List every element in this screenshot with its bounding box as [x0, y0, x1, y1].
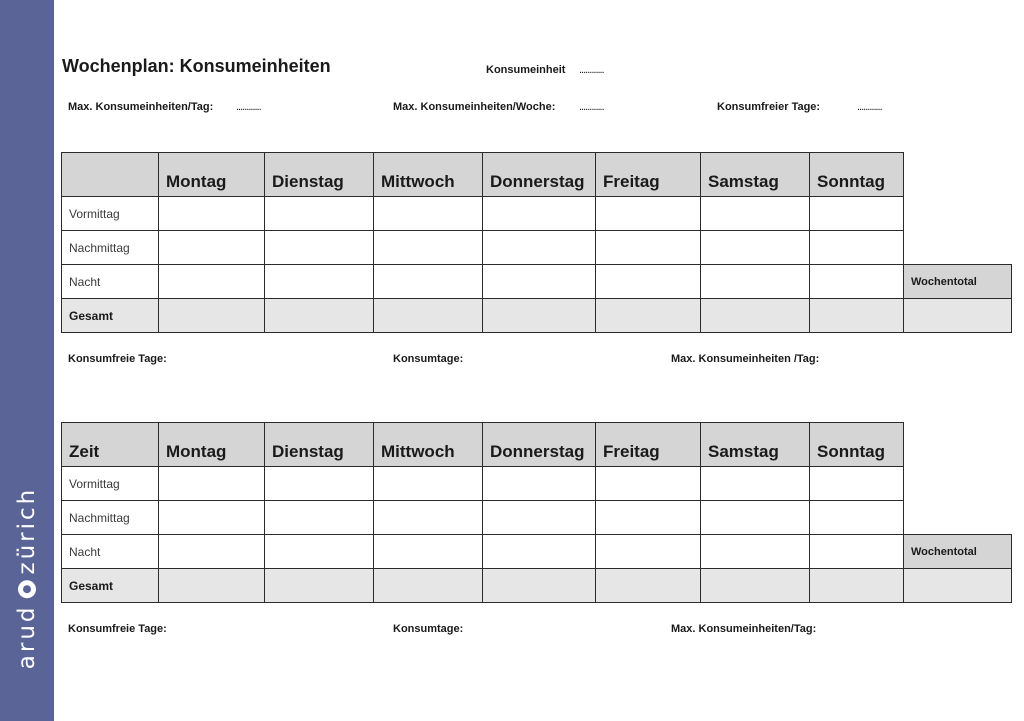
total-cell[interactable] — [265, 299, 374, 333]
total-cell[interactable] — [159, 569, 265, 603]
konsumeinheit-blank[interactable]: ............ — [579, 64, 604, 76]
max-woche-blank[interactable]: ............ — [579, 101, 604, 113]
spacer-cell — [904, 153, 1012, 197]
day-header-dienstag: Dienstag — [265, 153, 374, 197]
entry-cell[interactable] — [596, 197, 701, 231]
total-cell[interactable] — [596, 569, 701, 603]
entry-cell[interactable] — [596, 501, 701, 535]
total-cell[interactable] — [483, 569, 596, 603]
header-row — [62, 423, 1012, 467]
table-row — [62, 535, 1012, 569]
konsumtage-label: Konsumtage: — [393, 623, 464, 635]
entry-cell[interactable] — [596, 231, 701, 265]
konsumfreier-tage-label: Konsumfreier Tage: — [717, 101, 821, 113]
entry-cell[interactable] — [159, 231, 265, 265]
total-cell[interactable] — [159, 299, 265, 333]
total-cell[interactable] — [374, 569, 483, 603]
entry-cell[interactable] — [159, 197, 265, 231]
day-header-samstag: Samstag — [701, 153, 810, 197]
day-header-samstag: Samstag — [701, 423, 810, 467]
entry-cell[interactable] — [265, 231, 374, 265]
table-row — [62, 501, 1012, 535]
corner-header — [62, 153, 159, 197]
table-row — [62, 231, 1012, 265]
arud-zurich-logo — [14, 487, 40, 669]
konsumeinheit-label: Konsumeinheit — [486, 64, 566, 76]
konsumfreier-tage-blank[interactable]: ............ — [857, 101, 882, 113]
header-row — [62, 153, 1012, 197]
spacer-cell — [904, 501, 1012, 535]
day-header-donnerstag: Donnerstag — [483, 153, 596, 197]
weekly-plan-table-1 — [61, 152, 1012, 333]
entry-cell[interactable] — [374, 501, 483, 535]
entry-cell[interactable] — [596, 467, 701, 501]
max-tag-blank[interactable]: ............ — [236, 101, 261, 113]
entry-cell[interactable] — [159, 467, 265, 501]
wochentotal-label: Wochentotal — [904, 265, 1012, 299]
entry-cell[interactable] — [159, 501, 265, 535]
entry-cell[interactable] — [701, 265, 810, 299]
total-cell[interactable] — [810, 299, 904, 333]
total-cell[interactable] — [701, 299, 810, 333]
entry-cell[interactable] — [701, 535, 810, 569]
total-cell[interactable] — [596, 299, 701, 333]
max-woche-label: Max. Konsumeinheiten/Woche: — [393, 101, 556, 113]
entry-cell[interactable] — [810, 501, 904, 535]
table-row — [62, 467, 1012, 501]
entry-cell[interactable] — [810, 535, 904, 569]
entry-cell[interactable] — [596, 535, 701, 569]
spacer-cell — [904, 197, 1012, 231]
entry-cell[interactable] — [374, 467, 483, 501]
sun-icon — [18, 580, 36, 598]
entry-cell[interactable] — [596, 265, 701, 299]
row-label-nacht: Nacht — [62, 535, 159, 569]
row-label-vormittag: Vormittag — [62, 197, 159, 231]
day-header-mittwoch: Mittwoch — [374, 153, 483, 197]
row-label-nachmittag: Nachmittag — [62, 501, 159, 535]
weekly-plan-table-2 — [61, 422, 1012, 603]
brand-text-left: arud — [14, 604, 40, 670]
konsumfreie-tage-label: Konsumfreie Tage: — [68, 623, 167, 635]
entry-cell[interactable] — [374, 231, 483, 265]
entry-cell[interactable] — [701, 467, 810, 501]
day-header-sonntag: Sonntag — [810, 153, 904, 197]
day-header-sonntag: Sonntag — [810, 423, 904, 467]
entry-cell[interactable] — [483, 265, 596, 299]
entry-cell[interactable] — [374, 265, 483, 299]
spacer-cell — [904, 467, 1012, 501]
entry-cell[interactable] — [265, 197, 374, 231]
entry-cell[interactable] — [701, 197, 810, 231]
row-label-nacht: Nacht — [62, 265, 159, 299]
max-tag-label: Max. Konsumeinheiten/Tag: — [68, 101, 214, 113]
entry-cell[interactable] — [159, 535, 265, 569]
day-header-donnerstag: Donnerstag — [483, 423, 596, 467]
day-header-montag: Montag — [159, 153, 265, 197]
entry-cell[interactable] — [483, 535, 596, 569]
row-label-nachmittag: Nachmittag — [62, 231, 159, 265]
sidebar-band — [0, 0, 54, 721]
zeit-header: Zeit — [62, 423, 159, 467]
row-label-vormittag: Vormittag — [62, 467, 159, 501]
wochentotal-cell[interactable] — [904, 299, 1012, 333]
entry-cell[interactable] — [265, 467, 374, 501]
total-row — [62, 299, 1012, 333]
entry-cell[interactable] — [265, 265, 374, 299]
brand-text-right: zürich — [14, 486, 40, 575]
konsumtage-label: Konsumtage: — [393, 353, 464, 365]
total-row — [62, 569, 1012, 603]
entry-cell[interactable] — [483, 197, 596, 231]
max-konsumeinheiten-tag-label: Max. Konsumeinheiten /Tag: — [671, 353, 820, 365]
konsumfreie-tage-label: Konsumfreie Tage: — [68, 353, 167, 365]
day-header-dienstag: Dienstag — [265, 423, 374, 467]
entry-cell[interactable] — [159, 265, 265, 299]
max-konsumeinheiten-tag-label: Max. Konsumeinheiten/Tag: — [671, 623, 817, 635]
total-cell[interactable] — [701, 569, 810, 603]
day-header-montag: Montag — [159, 423, 265, 467]
wochentotal-cell[interactable] — [904, 569, 1012, 603]
entry-cell[interactable] — [810, 231, 904, 265]
table-row — [62, 197, 1012, 231]
row-label-gesamt: Gesamt — [62, 569, 159, 603]
entry-cell[interactable] — [701, 231, 810, 265]
day-header-freitag: Freitag — [596, 153, 701, 197]
day-header-freitag: Freitag — [596, 423, 701, 467]
table-row — [62, 265, 1012, 299]
entry-cell[interactable] — [701, 501, 810, 535]
entry-cell[interactable] — [374, 535, 483, 569]
entry-cell[interactable] — [810, 467, 904, 501]
day-header-mittwoch: Mittwoch — [374, 423, 483, 467]
spacer-cell — [904, 231, 1012, 265]
entry-cell[interactable] — [483, 501, 596, 535]
total-cell[interactable] — [483, 299, 596, 333]
entry-cell[interactable] — [483, 467, 596, 501]
entry-cell[interactable] — [810, 265, 904, 299]
entry-cell[interactable] — [374, 197, 483, 231]
total-cell[interactable] — [265, 569, 374, 603]
total-cell[interactable] — [810, 569, 904, 603]
entry-cell[interactable] — [810, 197, 904, 231]
entry-cell[interactable] — [265, 501, 374, 535]
entry-cell[interactable] — [483, 231, 596, 265]
page-title: Wochenplan: Konsumeinheiten — [62, 56, 331, 76]
spacer-cell — [904, 423, 1012, 467]
wochentotal-label: Wochentotal — [904, 535, 1012, 569]
row-label-gesamt: Gesamt — [62, 299, 159, 333]
total-cell[interactable] — [374, 299, 483, 333]
entry-cell[interactable] — [265, 535, 374, 569]
